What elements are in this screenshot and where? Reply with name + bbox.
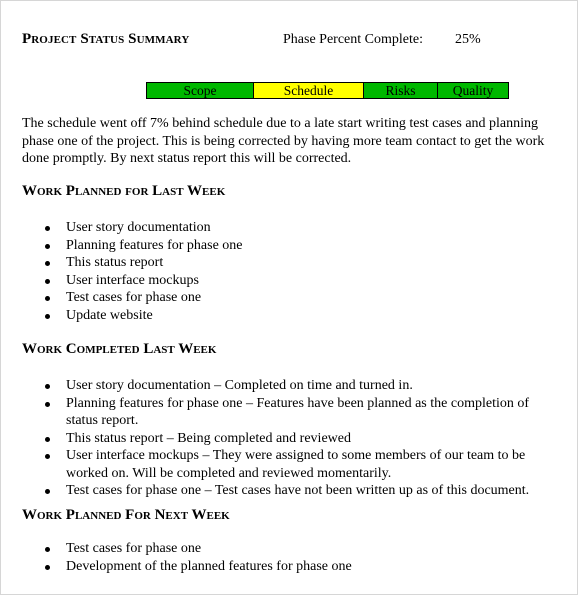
status-indicator-bar bbox=[146, 82, 509, 99]
summary-paragraph: The schedule went off 7% behind schedule due to a late start writing test cases and planning phase one of the project. This is being corrected by having more team contact to get the work done promptly. By next status report this will be corrected. bbox=[22, 116, 545, 166]
bullet-icon bbox=[45, 402, 50, 407]
bullet-icon bbox=[45, 547, 50, 552]
section-heading-planned-last-week: Work Planned for Last Week bbox=[22, 183, 226, 199]
page-title: Project Status Summary bbox=[22, 31, 190, 47]
bullet-icon bbox=[45, 489, 50, 494]
list-planned-last-week bbox=[1, 219, 546, 324]
phase-percent-label: Phase Percent Complete: bbox=[283, 32, 423, 47]
list-item: Planning features for phase one – Features have been planned as the completion of status report. bbox=[1, 395, 546, 430]
status-cell-risks: Risks bbox=[363, 83, 437, 98]
bullet-icon bbox=[45, 454, 50, 459]
list-item: Planning features for phase one bbox=[1, 237, 546, 255]
bullet-icon bbox=[45, 261, 50, 266]
list-item: This status report – Being completed and reviewed bbox=[1, 430, 546, 448]
status-cell-scope: Scope bbox=[147, 83, 253, 98]
bullet-icon bbox=[45, 244, 50, 249]
list-item: User interface mockups bbox=[1, 272, 546, 290]
list-item: Development of the planned features for phase one bbox=[1, 558, 546, 576]
bullet-icon bbox=[45, 279, 50, 284]
list-item: This status report bbox=[1, 254, 546, 272]
list-item: Update website bbox=[1, 307, 546, 325]
list-item: Test cases for phase one bbox=[1, 540, 546, 558]
phase-percent-value: 25% bbox=[455, 32, 481, 47]
list-item: User story documentation bbox=[1, 219, 546, 237]
section-heading-completed-last-week: Work Completed Last Week bbox=[22, 341, 217, 357]
list-item: Test cases for phase one – Test cases have not been written up as of this document. bbox=[1, 482, 546, 500]
status-cell-quality: Quality bbox=[437, 83, 508, 98]
bullet-icon bbox=[45, 384, 50, 389]
list-item: Test cases for phase one bbox=[1, 289, 546, 307]
list-item: User interface mockups – They were assigned to some members of our team to be worked on. Will be completed and reviewed momentarily. bbox=[1, 447, 546, 482]
section-heading-planned-next-week: Work Planned For Next Week bbox=[22, 507, 230, 523]
bullet-icon bbox=[45, 437, 50, 442]
list-item: User story documentation – Completed on time and turned in. bbox=[1, 377, 546, 395]
status-cell-schedule: Schedule bbox=[253, 83, 363, 98]
list-planned-next-week bbox=[1, 540, 546, 575]
bullet-icon bbox=[45, 296, 50, 301]
bullet-icon bbox=[45, 565, 50, 570]
bullet-icon bbox=[45, 226, 50, 231]
bullet-icon bbox=[45, 314, 50, 319]
list-completed-last-week bbox=[1, 377, 546, 500]
